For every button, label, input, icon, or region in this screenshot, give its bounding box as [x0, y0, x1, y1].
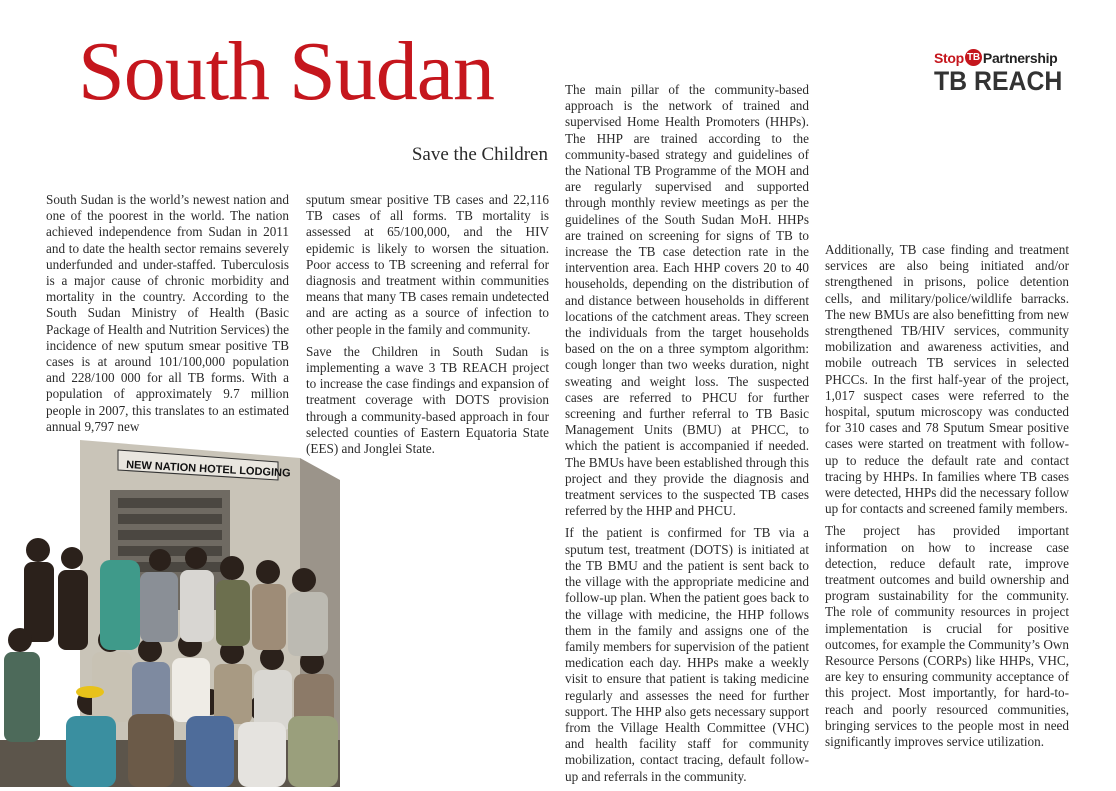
logo-tb-circle: TB — [965, 49, 982, 66]
article-column-3 — [565, 82, 809, 791]
column-2-paragraph-1: sputum smear positive TB cases and 22,116 TB cases of all forms. TB mortality is assessed at 65/100,000, and the HIV epidemic is likely to worsen the situation. Poor access to TB screening and referral for diagnosis and treatment within communities means that many TB cases remain undetected and are acting as a source of infection to other people in the family and community. — [306, 192, 549, 337]
stop-tb-partnership-wordmark — [934, 49, 1068, 66]
article-column-1 — [46, 192, 289, 441]
column-1-paragraph-1: South Sudan is the world’s newest nation and one of the poorest in the world. The nation achieved independence from Sudan in 2011 and to date the health sector remains severely underfunded and under-staffed. Tuberculosis is a major cause of chronic morbidity and mortality in the country. According to the South Sudan Ministry of Health (Basic Package of Health and Nutrition Services) the incidence of new sputum smear positive TB cases is at around 101/100,000 population and 228/100 000 for all TB forms. With a population of approximately 9.7 million people in 2007, this translates to an estimated annual 9,797 new — [46, 192, 289, 434]
page-title: South Sudan — [78, 25, 495, 118]
column-4-paragraph-1: Additionally, TB case finding and treatment services are also being initiated and/or strengthened in prisons, police detention cells, and military/police/wildlife barracks. The new BMUs are also benefitting from new strengthened TB/HIV services, community mobilization and awareness activities, and mobile outreach TB services in selected PHCCs. In the first half-year of the project, 1,017 suspect cases were referred to the hospital, sputum microscopy was conducted for 310 cases and 78 Sputum Smear positive cases were started on treatment with follow-up to reduce the default rate and contact tracing by HHPs. In families where TB cases were detected, HHPs did the necessary follow up for contacts and screened family members. — [825, 242, 1069, 517]
page-subtitle: Save the Children — [411, 144, 548, 165]
logo-partnership-text: Partnership — [982, 49, 1058, 66]
column-3-paragraph-1: The main pillar of the community-based approach is the network of trained and supervised Home Health Promoters (HHPs). The HHP are trained according to the community-based strategy and guidelines of the National TB Programme of the MOH and are regularly supervised and supported through monthly review meetings as per the guidelines of the South Sudan MoH. HHPs are trained on screening for signs of TB to increase the TB case detection rate in the intervention area. Each HHP covers 20 to 40 households, depending on the distribution of and distance between households in different locations of the catchment areas. They screen the individuals from the target households based on the on a three symptom algorithm: cough longer than two weeks duration, night sweating and weight loss. The suspected cases are referred to PHCU for further screening and further referral to TB Basic Management Units (BMU) at PHCC, to which the patient is accompanied if needed. The BMUs have been established through this project and they provide the diagnosis and treatment services to the suspected TB cases referred by the HHP and PHCU. — [565, 82, 809, 519]
logo-tb-reach-text: TB REACH — [934, 66, 1063, 96]
hotel-sign-text: NEW NATION HOTEL LODGING — [125, 459, 291, 480]
article-column-2 — [306, 192, 549, 463]
group-photo — [0, 440, 340, 787]
column-3-paragraph-2: If the patient is confirmed for TB via a sputum test, treatment (DOTS) is initiated at the TB BMU and the patient is sent back to the village with the appropriate medicine and follow-up plan. When the patient goes back to the village with medicine, the HHP follows them in the family and assigns one of the family members for supervision of the patient medication each day. HHPs make a weekly visit to ensure that patient is taking medicine regularly and assesses the need for further support. The HHP also gets necessary support from the Village Health Committee (VHC) and health facility staff for community mobilization, contact tracing, default follow-up and referrals in the community. — [565, 525, 809, 784]
stop-tb-tb-reach-logo — [934, 49, 1068, 95]
logo-stop-text: Stop — [934, 49, 964, 66]
article-column-4 — [825, 242, 1069, 756]
column-4-paragraph-2: The project has provided important information on how to increase case detection, reduce default rate, improve treatment outcomes and build ownership and program sustainability for the community. The role of community resources in project implementation is crucial for positive outcomes, for example the Community’s Own Resource Persons (CORPs) like HHPs, VHC, are key to ensuring community acceptance of this project. Most importantly, for hard-to-reach and poorly resourced communities, bringing services to the people most in need significantly improves service utilization. — [825, 523, 1069, 750]
column-2-paragraph-2: Save the Children in South Sudan is implementing a wave 3 TB REACH project to increase the case findings and expansion of treatment coverage with DOTS provision through a community-based approach in four selected counties of Eastern Equatoria State (EES) and Jonglei State. — [306, 343, 549, 457]
